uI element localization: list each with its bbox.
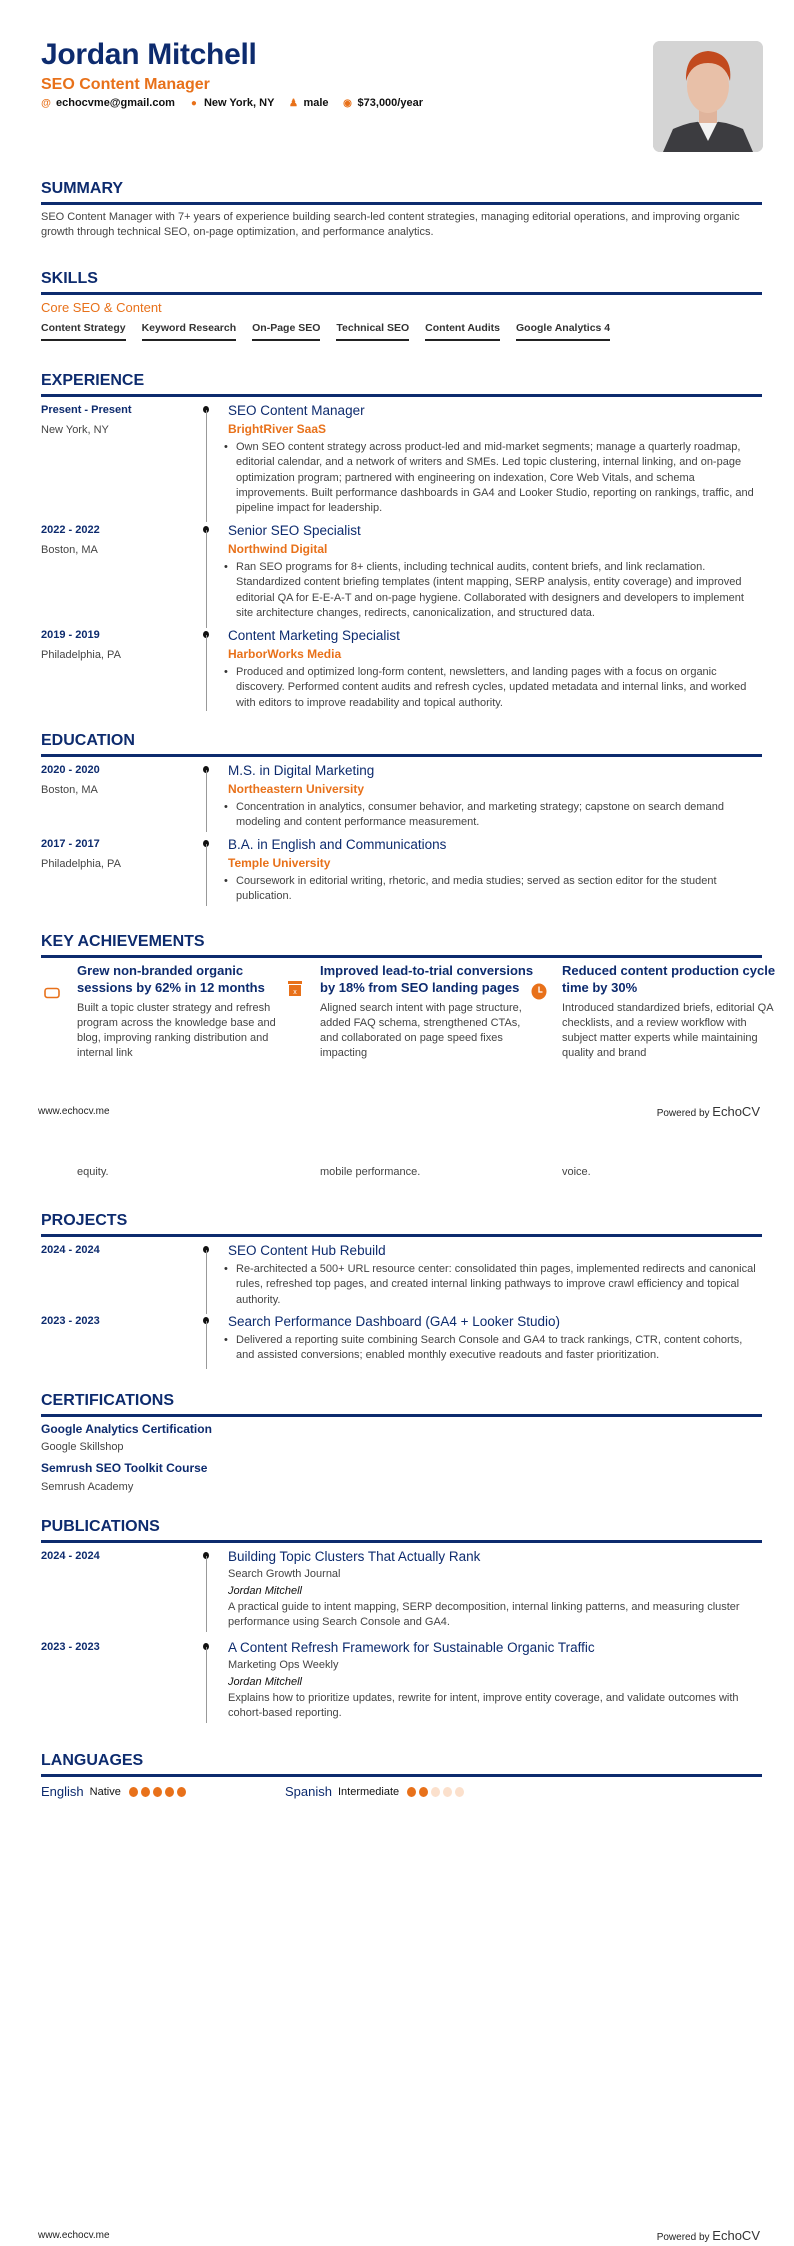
skill-tag: Technical SEO <box>336 322 409 341</box>
timeline-line <box>206 530 207 628</box>
certification-list <box>41 1420 212 1496</box>
rating-dot-filled <box>141 1787 150 1797</box>
rating-dot-filled <box>407 1787 416 1797</box>
publication-publisher: Marketing Ops Weekly <box>228 1659 339 1671</box>
certifications-heading: CERTIFICATIONS <box>41 1392 762 1417</box>
entry-date: 2023 - 2023 <box>41 1315 100 1327</box>
rating-dot-filled <box>153 1787 162 1797</box>
rating-dot-filled <box>177 1787 186 1797</box>
skill-tags <box>41 322 610 341</box>
education-entry <box>41 762 762 831</box>
entry-date: 2023 - 2023 <box>41 1641 100 1653</box>
certification-name: Semrush SEO Toolkit Course <box>41 1461 208 1475</box>
certification-issuer: Semrush Academy <box>41 1481 134 1493</box>
language-level: Native <box>89 1785 121 1798</box>
location: New York, NY <box>203 97 275 109</box>
email[interactable]: echocvme@gmail.com <box>56 97 175 109</box>
publication-author: Jordan Mitchell <box>228 1676 302 1688</box>
company: Northwind Digital <box>228 542 328 556</box>
publication-entry <box>41 1548 762 1631</box>
experience-entry <box>41 402 762 516</box>
language-name: Spanish <box>285 1784 332 1799</box>
footer-site[interactable]: www.echocv.me <box>38 2230 110 2241</box>
publication-publisher: Search Growth Journal <box>228 1568 341 1580</box>
entry-date: 2019 - 2019 <box>41 629 100 641</box>
language-level: Intermediate <box>337 1785 400 1798</box>
powered-by-label: Powered by <box>656 1108 710 1119</box>
entry-location: Philadelphia, PA <box>41 858 121 870</box>
achievement-card <box>77 962 297 1080</box>
entry-date: 2022 - 2022 <box>41 524 100 536</box>
entry-location: Boston, MA <box>41 784 98 796</box>
language-rating <box>129 1787 186 1797</box>
footer-powered <box>657 1104 760 1119</box>
brand-logo: EchoCV <box>712 2228 760 2243</box>
publication-title: A Content Refresh Framework for Sustainable Organic Traffic <box>228 1640 595 1655</box>
gender: male <box>303 97 329 109</box>
skill-tag: Content Strategy <box>41 322 126 341</box>
svg-text:x: x <box>293 989 297 996</box>
rating-dot-filled <box>129 1787 138 1797</box>
company: HarborWorks Media <box>228 647 342 661</box>
contact-info <box>41 97 423 109</box>
footer-powered <box>657 2228 760 2243</box>
achievement-description: Built a topic cluster strategy and refresh program across the knowledge base and blog, improving ranking distribution and internal link <box>77 1001 276 1060</box>
project-title: Search Performance Dashboard (GA4 + Looker Studio) <box>228 1314 561 1329</box>
achievement-description-continued: equity. <box>77 1166 109 1178</box>
achievement-card <box>320 962 540 1080</box>
timeline-line <box>206 1250 207 1314</box>
skill-tag: Google Analytics 4 <box>516 322 610 341</box>
degree: M.S. in Digital Marketing <box>228 763 375 778</box>
bullet: • Produced and optimized long-form content, newsletters, and landing pages with a focus on organic discovery. Performed content audits and refresh cycles, updated metadata and internal links, and worked with editors to improve readability and topical authority. <box>228 665 762 711</box>
skill-category: Core SEO & Content <box>41 300 162 315</box>
achievement-title: Grew non-branded organic sessions by 62% in 12 months <box>77 963 265 996</box>
education-heading: EDUCATION <box>41 732 762 757</box>
timeline-line <box>206 1647 207 1723</box>
job-title: Content Marketing Specialist <box>228 628 400 643</box>
skill-tag: Keyword Research <box>142 322 237 341</box>
candidate-title: SEO Content Manager <box>41 76 210 93</box>
powered-by-label: Powered by <box>656 2232 710 2243</box>
bullet: • Ran SEO programs for 8+ clients, including technical audits, content briefs, and link reclamation. Standardized content briefing templates (intent mapping, SERP analysis, entity coverage) and improved editorial QA for E-E-A-T and on-page hygiene. Collaborated with designers and developers to implement site architecture changes, redirects, canonicalization, and structured data. <box>228 560 762 621</box>
rating-dot-filled <box>419 1787 428 1797</box>
candidate-name: Jordan Mitchell <box>41 38 257 71</box>
education-entry <box>41 836 762 905</box>
project-entry <box>41 1242 762 1308</box>
publication-entry <box>41 1639 762 1722</box>
brand-logo: EchoCV <box>712 1104 760 1119</box>
salary: $73,000/year <box>357 97 423 109</box>
timeline-line <box>206 635 207 711</box>
languages-heading: LANGUAGES <box>41 1752 762 1777</box>
skill-tag: Content Audits <box>425 322 500 341</box>
experience-entry <box>41 522 762 621</box>
rating-dot-filled <box>165 1787 174 1797</box>
project-entry <box>41 1313 762 1364</box>
timeline-line <box>206 410 207 522</box>
language-name: English <box>41 1784 84 1799</box>
achievement-card <box>562 962 782 1080</box>
bullet: • Delivered a reporting suite combining Search Console and GA4 to track rankings, CTR, content cohorts, and assisted conversions; enabled monthly executive readouts and faster prioritization. <box>228 1333 762 1364</box>
profile-photo <box>653 41 763 152</box>
entry-location: Boston, MA <box>41 544 98 556</box>
project-title: SEO Content Hub Rebuild <box>228 1243 386 1258</box>
clock-icon <box>531 983 547 1000</box>
badge-icon <box>44 987 60 999</box>
publication-description: A practical guide to intent mapping, SERP decomposition, internal linking patterns, and measuring cluster performance using Search Console and GA4. <box>228 1601 740 1629</box>
rating-dot-empty <box>431 1787 440 1797</box>
footer-site[interactable]: www.echocv.me <box>38 1106 110 1117</box>
bullet: • Concentration in analytics, consumer behavior, and marketing strategy; capstone on search demand modeling and content performance measurement. <box>228 800 762 831</box>
achievement-title: Reduced content production cycle time by 30% <box>562 963 776 996</box>
timeline-line <box>206 1321 207 1369</box>
language-item <box>41 1784 186 1799</box>
entry-date: 2020 - 2020 <box>41 764 100 776</box>
summary-heading: SUMMARY <box>41 180 762 205</box>
certification-name: Google Analytics Certification <box>41 1422 212 1436</box>
achievement-description: Aligned search intent with page structure, added FAQ schema, strengthened CTAs, and collaborated on page speed fixes impacting <box>320 1001 522 1060</box>
achievement-description-continued: voice. <box>562 1166 591 1178</box>
bullet: • Re-architected a 500+ URL resource center: consolidated thin pages, implemented redirects and canonical rules, refreshed top pages, and created internal linking pathways to improve crawl efficiency and topical authority. <box>228 1262 762 1308</box>
summary-text: SEO Content Manager with 7+ years of experience building search-led content strategies, managing editorial operations, and improving organic growth through technical SEO, on-page optimization, and performance analytics. <box>41 211 740 239</box>
publication-description: Explains how to prioritize updates, rewrite for intent, improve entity coverage, and validate outcomes with cohort-based reporting. <box>228 1692 739 1720</box>
language-item <box>285 1784 464 1799</box>
entry-date: 2017 - 2017 <box>41 838 100 850</box>
experience-entry <box>41 627 762 711</box>
language-rating <box>407 1787 464 1797</box>
person-icon: ♟ <box>288 97 298 109</box>
timeline-line <box>206 1556 207 1632</box>
company: BrightRiver SaaS <box>228 422 327 436</box>
timeline-line <box>206 844 207 906</box>
email-icon: @ <box>41 97 51 109</box>
achievement-description-continued: mobile performance. <box>320 1166 421 1178</box>
achievements-heading: KEY ACHIEVEMENTS <box>41 933 762 958</box>
skills-heading: SKILLS <box>41 270 762 295</box>
entry-date: Present - Present <box>41 404 132 416</box>
entry-date: 2024 - 2024 <box>41 1550 100 1562</box>
projects-heading: PROJECTS <box>41 1212 762 1237</box>
bullet: • Own SEO content strategy across product-led and mid-market segments; manage a quarterly roadmap, editorial calendar, and a network of writers and SMEs. Led topic clustering, internal linking, and on-page optimization program; partnered with engineering on indexation, Core Web Vitals, and schema improvements. Built performance dashboards in GA4 and Looker Studio, reporting on rankings, traffic, and pipeline impact for leadership. <box>228 440 762 516</box>
achievement-title: Improved lead-to-trial conversions by 18% from SEO landing pages <box>320 963 534 996</box>
location-pin-icon: ● <box>190 97 197 109</box>
degree: B.A. in English and Communications <box>228 837 447 852</box>
certification-issuer: Google Skillshop <box>41 1441 124 1453</box>
job-title: Senior SEO Specialist <box>228 523 361 538</box>
school: Northeastern University <box>228 782 365 796</box>
bullet: • Coursework in editorial writing, rhetoric, and media studies; served as section editor for the student publication. <box>228 874 762 905</box>
skill-tag: On-Page SEO <box>252 322 320 341</box>
rating-dot-empty <box>443 1787 452 1797</box>
entry-location: New York, NY <box>41 424 109 436</box>
publications-heading: PUBLICATIONS <box>41 1518 762 1543</box>
school: Temple University <box>228 856 331 870</box>
money-icon: ◉ <box>343 97 352 109</box>
archive-icon <box>288 981 302 997</box>
entry-date: 2024 - 2024 <box>41 1244 100 1256</box>
entry-location: Philadelphia, PA <box>41 649 121 661</box>
rating-dot-empty <box>455 1787 464 1797</box>
job-title: SEO Content Manager <box>228 403 365 418</box>
timeline-line <box>206 770 207 832</box>
experience-heading: EXPERIENCE <box>41 372 762 397</box>
publication-title: Building Topic Clusters That Actually Rank <box>228 1549 481 1564</box>
achievement-description: Introduced standardized briefs, editorial QA checklists, and a review workflow with subject matter experts while maintaining quality and brand <box>562 1001 773 1060</box>
publication-author: Jordan Mitchell <box>228 1585 302 1597</box>
